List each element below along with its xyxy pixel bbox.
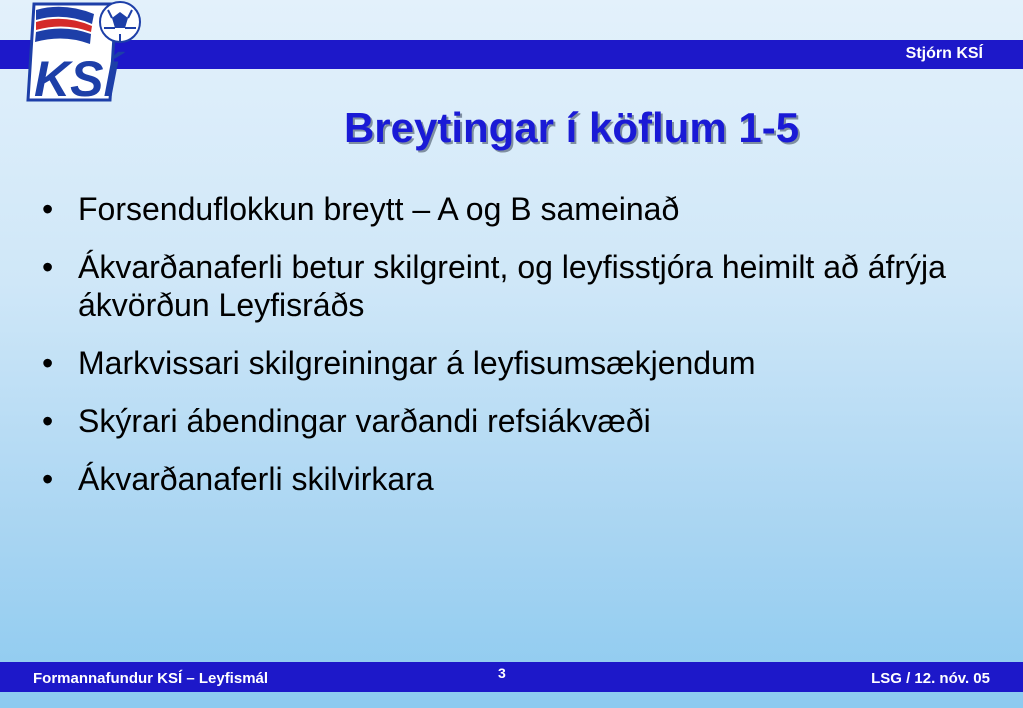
bullet-item bbox=[40, 460, 1000, 498]
header-bar bbox=[0, 40, 1023, 69]
footer-left-text: Formannafundur KSÍ – Leyfismál bbox=[33, 670, 269, 687]
bullet-text: Skýrari ábendingar varðandi refsiákvæði bbox=[78, 403, 651, 439]
bullet-item bbox=[40, 248, 1000, 324]
bullet-dot-icon: • bbox=[42, 403, 54, 439]
footer-bar bbox=[0, 662, 1023, 692]
slide-title: Breytingar í köflum 1-5 bbox=[343, 104, 800, 151]
page-number: 3 bbox=[498, 665, 506, 681]
ksi-football-logo-icon bbox=[24, 0, 148, 104]
org-label: Stjórn KSÍ bbox=[905, 45, 983, 62]
footer-right-text: LSG / 12. nóv. 05 bbox=[871, 670, 990, 687]
bullet-item bbox=[40, 190, 1000, 228]
bullet-text: Ákvarðanaferli betur skilgreint, og leyfisstjóra heimilt að áfrýja ákvörðun Leyfisráðs bbox=[78, 249, 946, 323]
bullet-text: Markvissari skilgreiningar á leyfisumsækjendum bbox=[78, 345, 756, 381]
bullet-dot-icon: • bbox=[42, 345, 54, 381]
bullet-list bbox=[40, 190, 1000, 518]
bullet-item bbox=[40, 344, 1000, 382]
bullet-text: Ákvarðanaferli skilvirkara bbox=[78, 461, 434, 497]
bullet-dot-icon: • bbox=[42, 249, 54, 285]
ksi-logo bbox=[24, 0, 148, 104]
bullet-item bbox=[40, 402, 1000, 440]
bullet-dot-icon: • bbox=[42, 461, 54, 497]
bullet-dot-icon: • bbox=[42, 191, 54, 227]
logo-text: KSÍ bbox=[34, 51, 118, 104]
bullet-text: Forsenduflokkun breytt – A og B sameinað bbox=[78, 191, 680, 227]
